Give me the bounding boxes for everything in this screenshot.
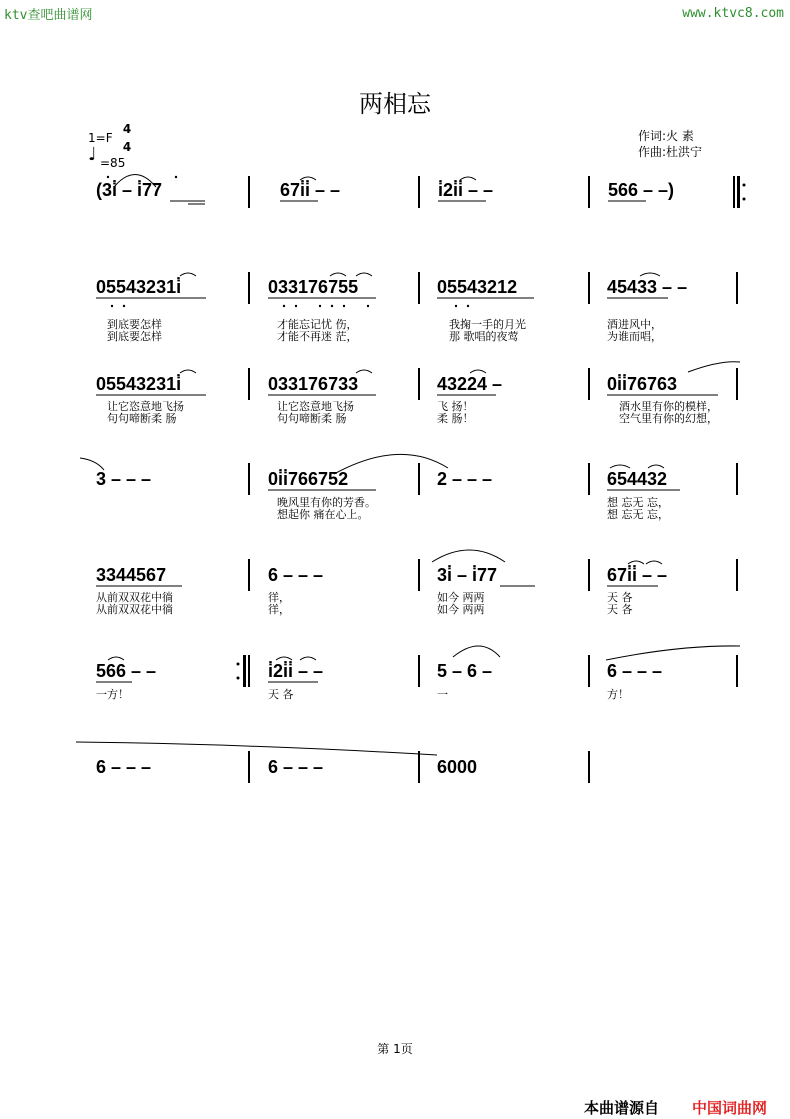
measure-notes: 3 – – – (96, 469, 152, 489)
bar-line (588, 176, 590, 208)
repeat-bar-thick (243, 655, 246, 687)
low-octave-dot (111, 305, 113, 307)
lyric-verse-2: 想起你 痛在心上。 (277, 508, 369, 521)
tie-mark (470, 370, 486, 373)
measure-notes: 05543231i̇ (96, 277, 182, 297)
low-octave-dot (319, 305, 321, 307)
page-number: 第 1页 (377, 1042, 413, 1056)
lyric-verse-1: 从前双双花中徜 (96, 591, 173, 604)
low-octave-dot (331, 305, 333, 307)
key-signature: 1=F (88, 131, 113, 145)
bar-line (736, 272, 738, 304)
measure-notes: 654432 (607, 469, 668, 489)
slur-mark (606, 646, 740, 660)
tempo-marking: =85 (100, 156, 126, 170)
bar-line (588, 463, 590, 495)
final-bar-thin (588, 751, 590, 783)
low-octave-dot (467, 305, 469, 307)
slur-mark (334, 454, 448, 474)
lyric-verse-1: 徉， (268, 591, 290, 604)
bar-line (418, 463, 420, 495)
lyric-verse-1: 一 (437, 688, 448, 701)
measure-notes: 566 – –) (608, 180, 675, 200)
lyric-verse-1: 如今 两两 (437, 591, 485, 604)
low-octave-dot (283, 305, 285, 307)
bar-line (736, 368, 738, 400)
source-site-name: 中国词曲网 (692, 1099, 768, 1117)
measure-notes: 3i̇ – i̇77 (437, 565, 498, 585)
measure-notes: i̇2i̇i̇ – – (268, 661, 324, 681)
measure-notes: 2 – – – (437, 469, 493, 489)
song-title: 两相忘 (359, 90, 431, 118)
measure-notes: 43224 – (437, 374, 503, 394)
slur-mark (432, 550, 505, 562)
composer: 作曲:杜洪宁 (638, 145, 703, 159)
site-watermark-right: www.ktvc8.com (682, 6, 784, 21)
measure-notes: 0i̇i̇766752 (268, 469, 349, 489)
slur-mark (688, 362, 740, 372)
bar-line (736, 655, 738, 687)
bar-line (418, 368, 420, 400)
lyric-verse-2: 为谁而唱， (607, 330, 662, 343)
measure-notes: 6 – – – (607, 661, 663, 681)
measure-notes: 45433 – – (607, 277, 688, 297)
measure-notes: 0i̇i̇76763 (607, 374, 678, 394)
bar-line (588, 368, 590, 400)
bar-line (418, 272, 420, 304)
lyric-verse-2: 句句啼断柔 肠 (277, 412, 347, 425)
bar-line (248, 176, 250, 208)
lyric-verse-1: 晚风里有你的芳香。 (277, 496, 376, 509)
measure-notes: 566 – – (96, 661, 157, 681)
bar-line (418, 655, 420, 687)
low-octave-dot (367, 305, 369, 307)
lyric-verse-2: 从前双双花中徜 (96, 603, 173, 616)
lyric-verse-2: 想 忘无 忘， (607, 508, 669, 521)
lyric-verse-1: 酒进风中， (607, 318, 662, 331)
high-octave-dot (175, 176, 177, 178)
repeat-bar-thin (733, 176, 735, 208)
slur-mark (76, 742, 437, 755)
tie-mark (180, 273, 196, 276)
quarter-note-icon: ♩ (88, 144, 97, 165)
measure-notes: 3344567 (96, 565, 167, 585)
low-octave-dot (343, 305, 345, 307)
bar-line (588, 272, 590, 304)
time-signature-bottom: 4 (122, 140, 132, 154)
tie-mark (108, 657, 124, 660)
lyric-verse-2: 到底要怎样 (107, 330, 162, 343)
tie-mark (356, 370, 372, 373)
bar-line (248, 559, 250, 591)
lyric-verse-1: 我掬一手的月光 (449, 318, 526, 331)
lyric-verse-1: 飞 扬！ (437, 400, 474, 413)
repeat-dot (743, 184, 746, 187)
lyric-verse-1: 天 各 (607, 591, 633, 604)
lyric-verse-1: 才能忘记忧 伤， (277, 318, 358, 331)
measure-notes: i̇2i̇i̇ – – (438, 180, 494, 200)
bar-line (248, 463, 250, 495)
lyric-verse-1: 到底要怎样 (107, 318, 162, 331)
measure-notes: 05543231i̇ (96, 374, 182, 394)
measure-notes: 67i̇i̇ – – (607, 565, 668, 585)
lyric-verse-1: 一方！ (96, 688, 129, 701)
lyric-verse-1: 酒水里有你的模样， (619, 400, 718, 413)
bar-line (418, 176, 420, 208)
bar-line (736, 559, 738, 591)
tie-mark (628, 561, 644, 564)
measure-notes: 6 – – – (268, 757, 324, 777)
lyric-verse-2: 徉， (268, 603, 290, 616)
measure-notes: 05543212 (437, 277, 518, 297)
bar-line (418, 751, 420, 783)
measure-notes: 67i̇i̇ – – (280, 180, 341, 200)
bar-line (418, 559, 420, 591)
repeat-dot (237, 677, 240, 680)
bar-line (736, 463, 738, 495)
measure-notes: 6 – – – (96, 757, 152, 777)
low-octave-dot (123, 305, 125, 307)
repeat-dot (743, 198, 746, 201)
low-octave-dot (455, 305, 457, 307)
lyric-verse-2: 句句啼断柔 肠 (107, 412, 177, 425)
lyric-verse-2: 才能不再迷 茫， (277, 330, 358, 343)
tie-mark (300, 657, 316, 660)
repeat-bar-thick (737, 176, 740, 208)
tie-mark (640, 273, 660, 276)
tie-mark (180, 370, 196, 373)
lyric-verse-2: 柔 肠！ (437, 412, 474, 425)
lyric-verse-1: 让它恣意地飞扬 (107, 400, 184, 413)
lyric-verse-2: 空气里有你的幻想， (619, 412, 718, 425)
repeat-dot (237, 663, 240, 666)
lyricist: 作词:火 素 (638, 129, 694, 143)
source-label: 本曲谱源自 (584, 1099, 660, 1117)
measure-notes: 6000 (437, 757, 478, 777)
tie-mark (276, 657, 292, 660)
lyric-verse-1: 想 忘无 忘， (607, 496, 669, 509)
tie-mark (610, 465, 630, 468)
repeat-bar-thin (248, 655, 250, 687)
low-octave-dot (295, 305, 297, 307)
lyric-verse-1: 方！ (607, 688, 629, 701)
lyric-verse-1: 天 各 (268, 688, 294, 701)
lyric-verse-2: 那 歌唱的夜莺 (449, 330, 519, 343)
high-octave-dot (107, 176, 109, 178)
time-signature-top: 4 (122, 122, 132, 136)
lyric-verse-2: 如今 两两 (437, 603, 485, 616)
tie-mark (330, 273, 346, 276)
tie-mark (646, 561, 662, 564)
lyric-verse-1: 让它恣意地飞扬 (277, 400, 354, 413)
bar-line (588, 559, 590, 591)
measure-notes: (3i̇ – i̇77 (96, 180, 163, 200)
measure-notes: 6 – – – (268, 565, 324, 585)
bar-line (588, 655, 590, 687)
site-watermark-left: ktv查吧曲谱网 (4, 8, 93, 23)
measure-notes: 033176733 (268, 374, 359, 394)
slur-mark (453, 646, 500, 657)
credits (638, 128, 702, 160)
lyric-verse-2: 天 各 (607, 603, 633, 616)
measure-notes: 5 – 6 – (437, 661, 493, 681)
bar-line (248, 368, 250, 400)
bar-line (248, 751, 250, 783)
bar-line (248, 272, 250, 304)
tie-mark (648, 465, 664, 468)
measure-notes: 033176755 (268, 277, 359, 297)
tie-mark (356, 273, 372, 276)
